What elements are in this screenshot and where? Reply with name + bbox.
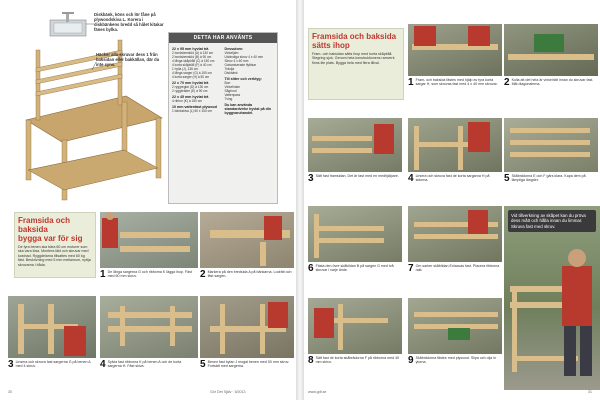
bench-illustration [6, 10, 168, 215]
website-footer: www.gdt.se [308, 390, 327, 394]
step-3-caption: 3 Linsera och skruva fast sargerna G på benen A med 4 skruv. [8, 359, 91, 370]
factbox-item: 4 korta sarger (H) à 50 cm [172, 75, 210, 79]
r-step-2-caption: 2 Kolla att det hela är vinkelrätt innan du skruvar fast. Mät diagonalerna. [504, 77, 594, 88]
section-title: Framsida och baksida sätts ihop [312, 32, 397, 50]
factbox-item: Utvändiga skruv 4 x 40 mm [224, 55, 264, 59]
factbox-item: 4 ribbor (K) à 150 cm [172, 99, 202, 103]
factbox-item: 2 bordsbenstöd (B) à 90 cm [172, 55, 212, 59]
step-4-caption: 4 Sylvia fast ribborna K på benen A och de korta sargerna H. Fäst skiva. [100, 359, 182, 370]
magazine-issue: Gör Det Själv · 5/2013 [210, 390, 246, 394]
r-step-6-caption: 6 Fästa den övre skåbildan B på sargen G med två skruvar i varje ände. [308, 263, 394, 274]
factbox-heading: Dessutom: [224, 47, 244, 51]
r-step-1-photo [408, 24, 502, 76]
factbox-heading: Till sitter och verktyg: [224, 77, 262, 81]
section-title: Framsida och baksida bygga var för sig [18, 216, 83, 243]
step-5-photo [200, 296, 294, 358]
r-step-3-photo [308, 118, 402, 172]
r-step-8-photo [308, 298, 402, 354]
step-2-caption: 2 Markera på den bredsida A på bänkarna. Lodrätt och fäst sargen. [200, 269, 292, 280]
r-step-5-photo [504, 118, 598, 172]
factbox-item: Skruv 4 x 60 mm [224, 59, 249, 63]
step-2-photo [200, 212, 294, 268]
factbox-heading: 22 x 45 mm hyvlat trä [172, 95, 209, 99]
right-page [304, 0, 600, 400]
finished-bench-photo [504, 206, 600, 390]
factbox-heading: Du kan använda standardvirke hyvlat på din byggvaruhandel. [224, 103, 272, 115]
step-4-photo [100, 296, 198, 358]
factbox-item: 4 korta skåpbåll (F) à 40 cm [172, 63, 212, 67]
factbox-item: Sågbord [224, 89, 237, 93]
factbox-title: DETTA HAR ANVÄNTS [169, 33, 277, 43]
factbox-item: Vinkelhake [224, 85, 241, 89]
sink-callout: Diskbänk, köns och lör fåne på plywoodskiva L. Korera i diskbänkens bredd så hålet kitakar fänes bylka. [94, 12, 164, 32]
r-step-7-photo [408, 206, 502, 262]
factbox-item: Galvaniserade flyttisar [224, 63, 257, 67]
section-build-separately [14, 212, 96, 278]
materials-factbox [168, 32, 278, 204]
factbox-item: 2 ryggreglar (D) à 130 cm [172, 85, 209, 89]
factbox-item: 4 långa sarger (G) à 150 cm [172, 71, 212, 75]
step-1-caption: 1 De långa sargerna G och ribborna K lägga ihop. Fäst med 60 mm skruv. [100, 269, 192, 280]
screw-callout: Häcker alla skruvar dess 1 från baksidan eller bakkällan, där du inte syns. [96, 52, 160, 67]
section-body: De fyra benen ska bära 60 cm motorer som ska vara lösa. Montera läkt och skruvar med kostnad. Ryggdelarna tillsattes med 60 kg fäst. Beskrivning med 5 mm mellanrum, nyttja skruvarna i båda. [18, 245, 91, 267]
factbox-heading: 22 x 95 mm hyvlat trä [172, 47, 209, 51]
tip-box: Vid tillverkning av skåpet kan du pröva dess mått och hålla innan du limmar. Skruva fast med skruv. [508, 210, 596, 232]
r-step-9-caption: 9 Skåbrädorna fästes med plywood. Slipa och olja in ytorna. [408, 355, 497, 366]
spread-gutter [296, 0, 304, 400]
step-1-photo [100, 212, 198, 268]
factbox-item: 1 hylla (J), 136 cm [172, 67, 199, 71]
section-assemble [308, 28, 404, 100]
factbox-column-wood [172, 45, 222, 115]
r-step-4-caption: 4 Lirsera och skruva fast de korta sargarna H på sidorna. [408, 173, 490, 184]
factbox-item: Diskbänk [224, 71, 238, 75]
step-5-caption: 5 Benen fast bylan J mogal benen med 50 mm skruv. Fortsätt med sargerna. [200, 359, 290, 370]
factbox-heading: 10 mm vattenfast plywood [172, 105, 217, 109]
r-step-9-photo [408, 298, 502, 354]
section-body: Fram- och baksidan sätts ihop med korta skåpbåll. Stegring sjuk. Genom hela konstruktionens ramverk finns lite plats. Bygga hela med flera tillval. [312, 52, 395, 65]
r-step-6-photo [308, 206, 402, 262]
step-3-photo [8, 296, 96, 358]
r-step-5-caption: 5 Skåbrädorna E och F gärs klara. Kapa dem på lämpliga längder. [504, 173, 586, 184]
factbox-item: 4 långa skåpbåll (C) à 150 cm [172, 59, 215, 63]
factbox-column-extras [225, 45, 275, 115]
r-step-8-caption: 8 Sätt fast de korta skåbrädorna F på ribborna med 40 mm skruv. [308, 355, 400, 366]
factbox-item: Vinkeljärn [224, 51, 239, 55]
r-step-2-photo [504, 24, 598, 76]
r-step-7-caption: 7 Om sarker skåbildan Enlaccas fast. Placera ribborna rakt. [408, 263, 500, 274]
factbox-item: 1 bänkskiva (L) 60 x 150 cm [172, 109, 212, 113]
r-step-3-caption: 3 Sätt fast framsidan. Det är fast med en medhjälpare. [308, 173, 399, 184]
factbox-item: 2 ryggbräder (E) à 90 cm [172, 89, 208, 93]
factbox-item: Vattenpass [224, 93, 241, 97]
factbox-item: Träolja [224, 67, 235, 71]
factbox-item: 2 bordsbenstöd (A) à 130 cm [172, 51, 214, 55]
left-page-number: 30 [8, 390, 12, 394]
r-step-1-caption: 1 Fram- och baksida fästes med hjälp av fyra korta sargar H, som skruvas fast med 4 x 40 mm skruvar. [408, 77, 498, 88]
factbox-item: Tving [224, 97, 233, 101]
factbox-heading: 22 x 70 mm hyvlat trä [172, 81, 209, 85]
r-step-4-photo [408, 118, 502, 172]
factbox-item: Borr [224, 81, 231, 85]
right-page-number: 31 [588, 390, 592, 394]
left-page [0, 0, 296, 400]
